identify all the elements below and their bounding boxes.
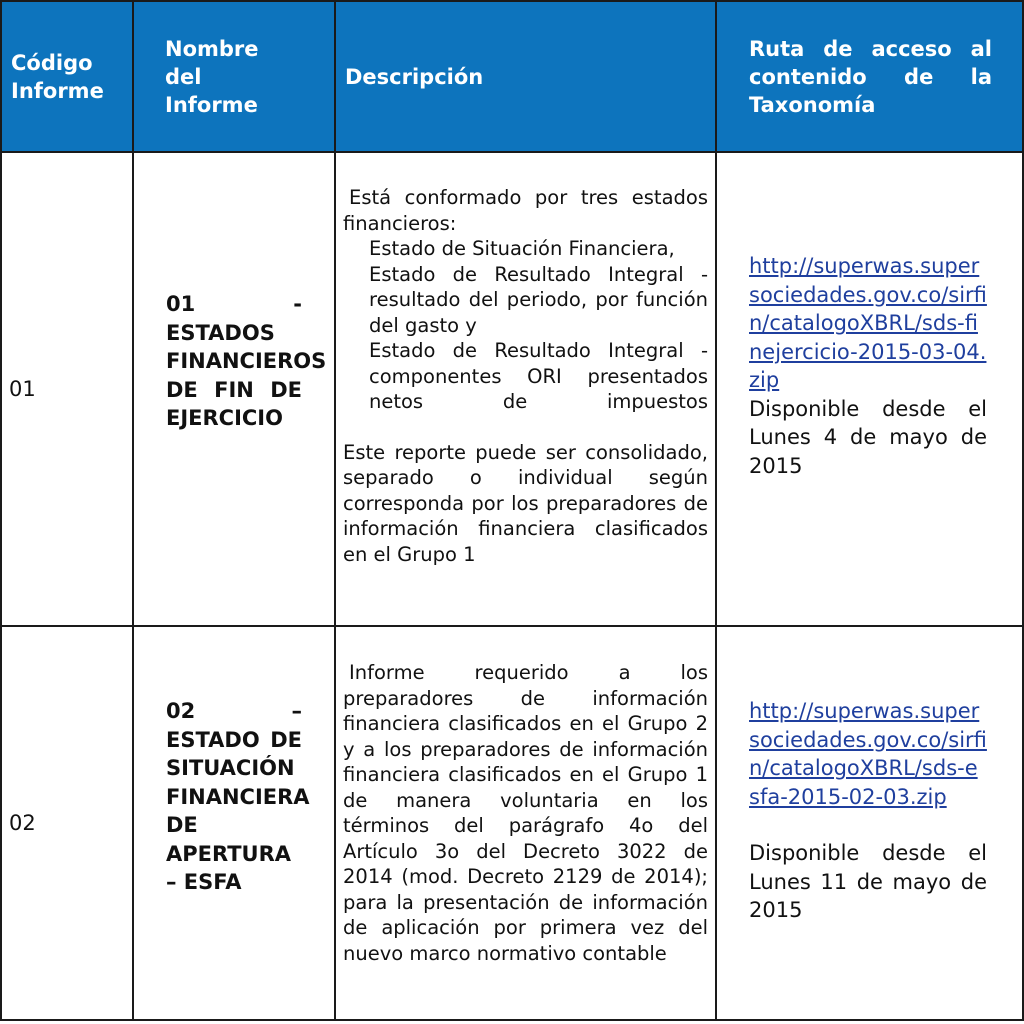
header-descripcion: Descripción xyxy=(345,64,484,89)
list-item: Estado de Situación Financiera, xyxy=(369,237,675,260)
row-2-name: 02 – ESTADO DE SITUACIÓN FINANCIERA DE APERTURA – ESFA xyxy=(166,699,310,894)
row-2-download-link[interactable]: http://superwas.supersociedades.gov.co/sirfin/catalogoXBRL/sds-esfa-2015-02-03.zip xyxy=(749,699,987,809)
row-1-description: Está conformado por tres estados financieros: Estado de Situación Financiera, Estado de Resultado Integral - resultado del periodo, por función del gasto y Estado de Resultado Integral - componentes ORI presentados netos de impuestos Este reporte puede ser consolidado, separado o individual según corresponda por los preparadores de información financiera clasificados en el Grupo 1 xyxy=(343,186,708,566)
row-1-description-list xyxy=(343,236,708,415)
row-1-download-link[interactable]: http://superwas.supersociedades.gov.co/sirfin/catalogoXBRL/sds-finejercicio-2015-03-04.zip xyxy=(749,254,987,392)
list-item: Estado de Resultado Integral - resultado del periodo, por función del gasto y xyxy=(369,262,708,337)
header-ruta: Ruta de acceso al contenido de la Taxonomía xyxy=(749,36,992,117)
row-2-route xyxy=(749,697,987,925)
row-2-availability: Disponible desde el Lunes 11 de mayo de 2015 xyxy=(749,841,987,922)
list-item: Estado de Resultado Integral - componentes ORI presentados netos de impuestos xyxy=(369,339,708,413)
row-1-route xyxy=(749,252,987,480)
row-1-code: 01 xyxy=(9,377,36,401)
row-2-code: 02 xyxy=(9,811,36,835)
row-2-description: Informe requerido a los preparadores de información financiera clasificados en el Grupo 2 y a los preparadores de información financiera clasificados en el Grupo 1 de manera voluntaria en los términos del parágrafo 4o del Artículo 3o del Decreto 3022 de 2014 (mod. Decreto 2129 de 2014); para la presentación de información de aplicación por primera vez del nuevo marco normativo contable xyxy=(343,661,708,965)
header-nombre: Nombre del Informe xyxy=(165,36,259,117)
row-1-availability: Disponible desde el Lunes 4 de mayo de 2015 xyxy=(749,396,987,478)
row-1-name: 01 - ESTADOS FINANCIEROS DE FIN DE EJERCICIO xyxy=(166,292,327,430)
header-codigo: Código Informe xyxy=(11,50,104,103)
